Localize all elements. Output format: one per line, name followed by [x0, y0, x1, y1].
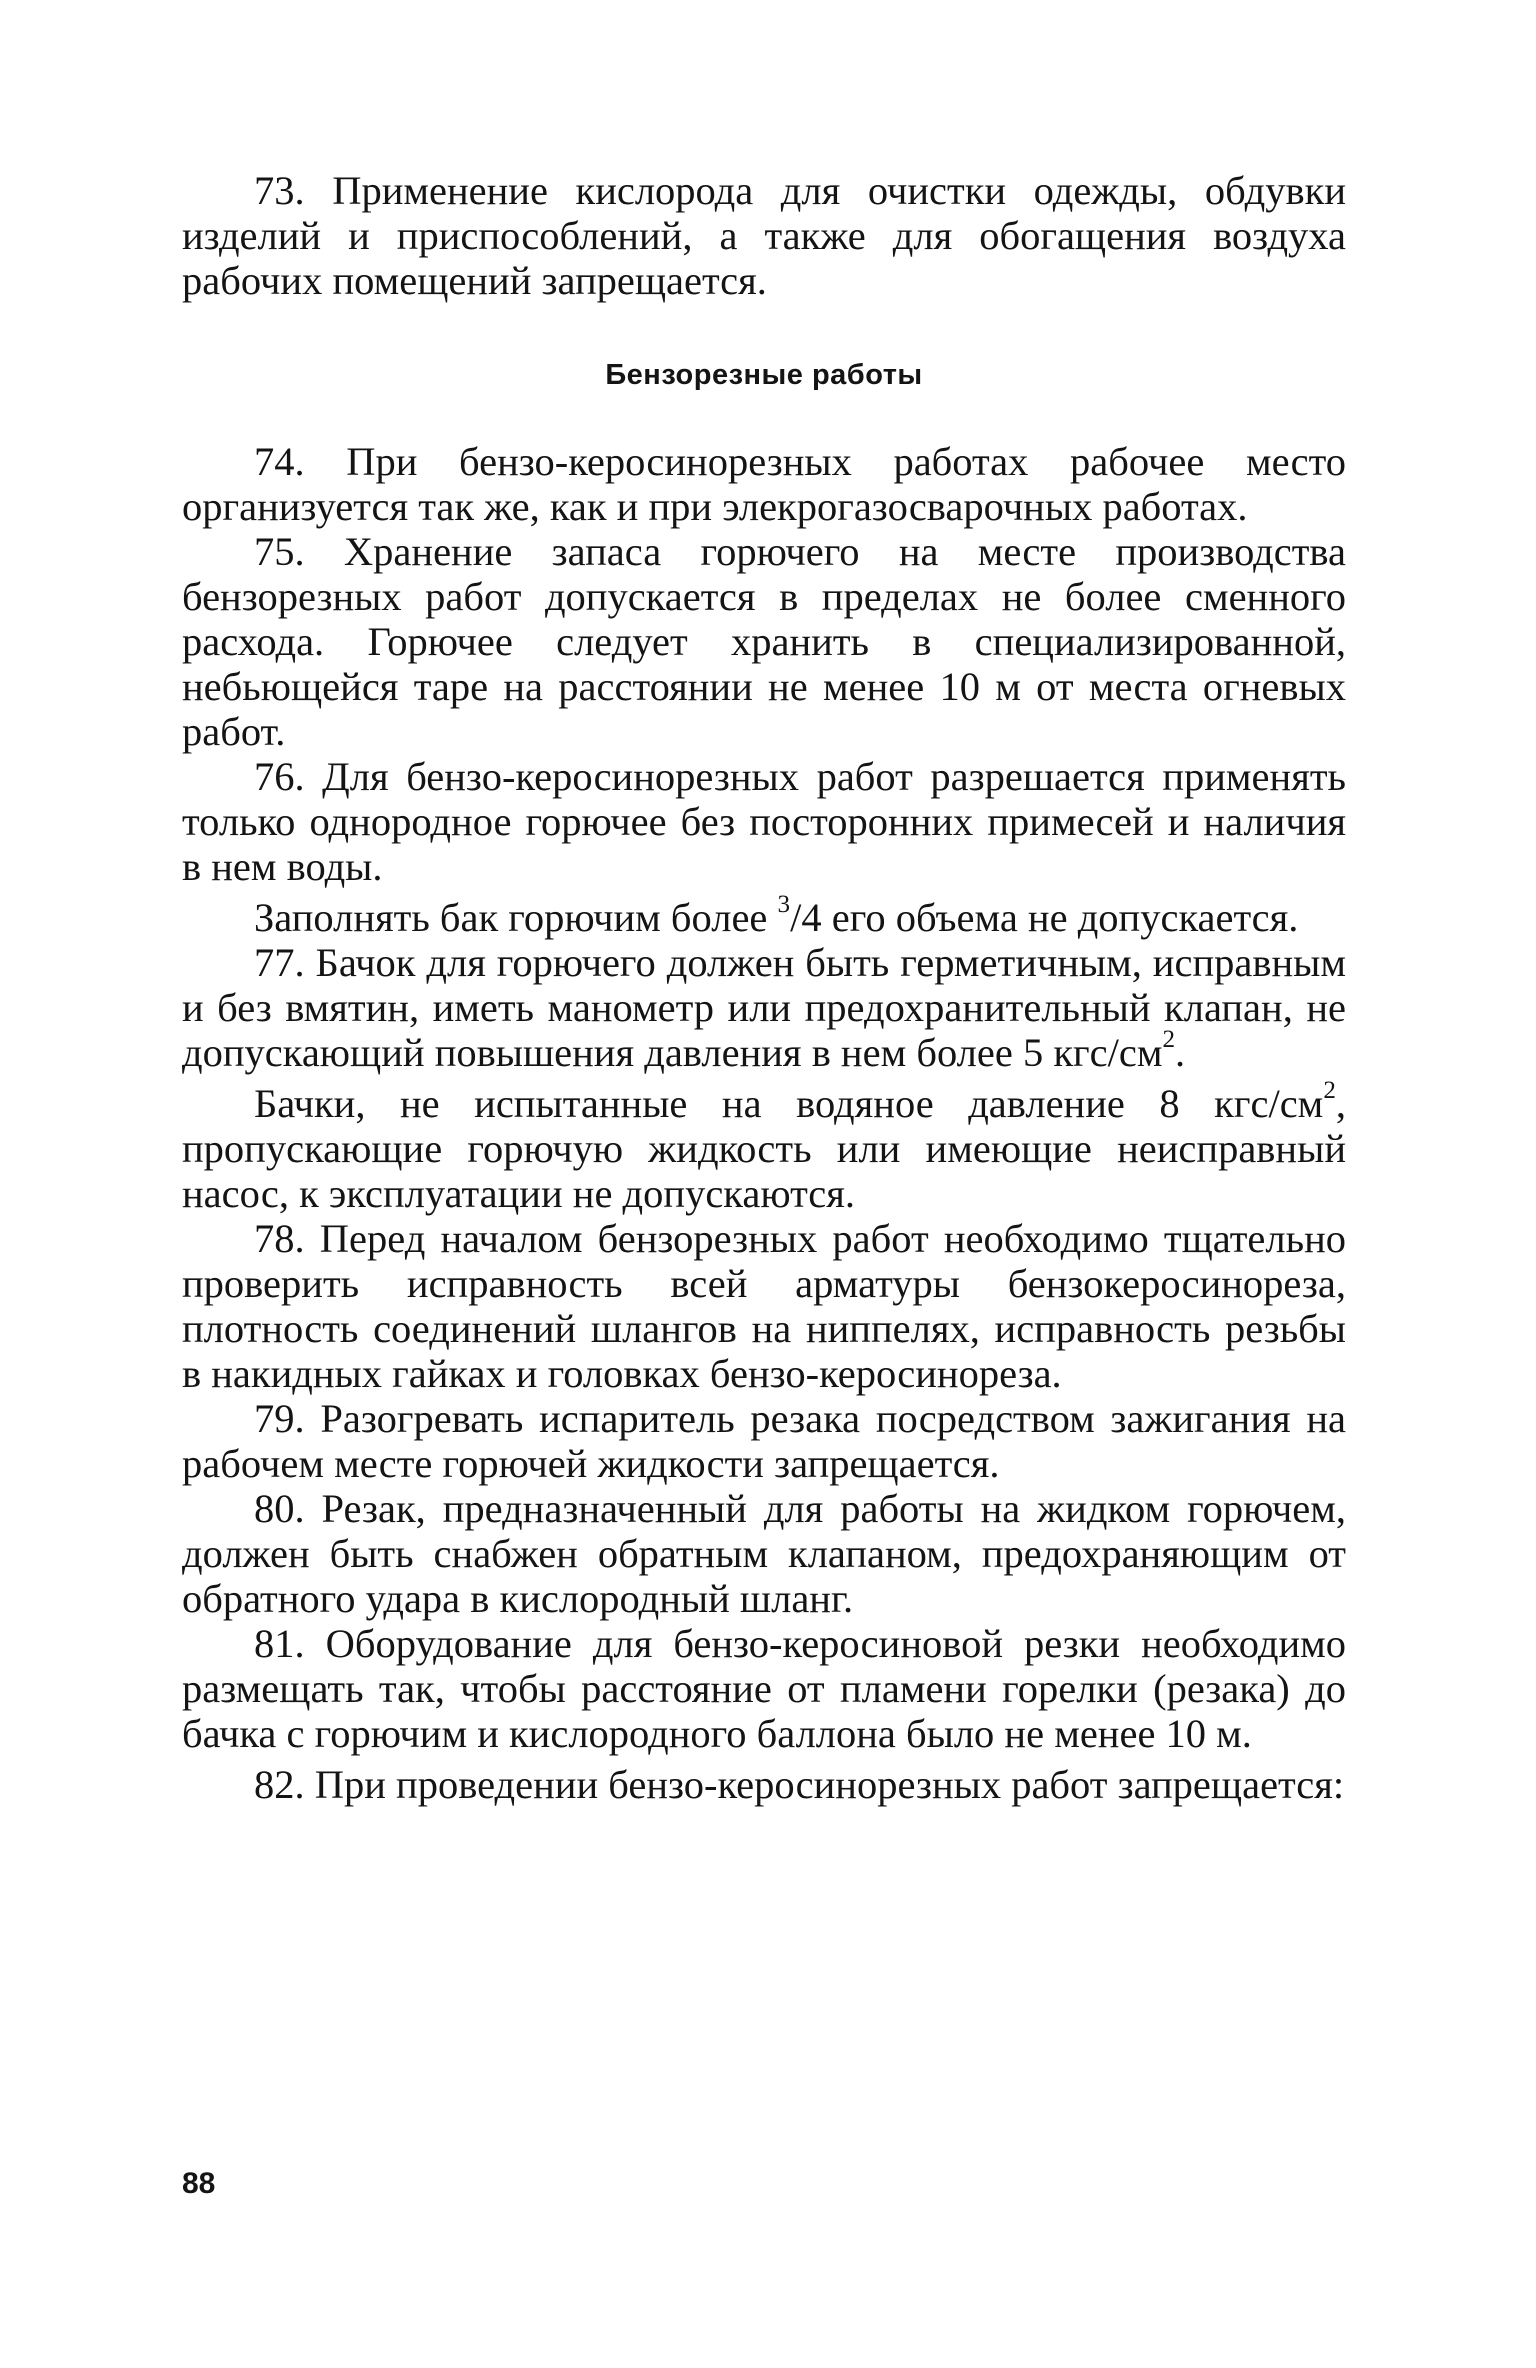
paragraph-81: 81. Оборудование для бензо-керосиновой резки необходимо размещать так, чтобы расстояние от пламени горелки (резака) до бачка с горючим и кислородного баллона было не менее 10 м.	[182, 1621, 1346, 1756]
paragraph-75: 75. Хранение запаса горючего на месте производства бензорезных работ допускается в пределах не более сменного расхода. Горючее следует хранить в специализированной, небьющейся таре на расстоянии не менее 10 м от места огневых работ.	[182, 529, 1346, 754]
paragraph-76-continued-text-a: Заполнять бак горючим более	[254, 895, 778, 940]
paragraph-76: 76. Для бензо-керосинорезных работ разрешается применять только однородное горючее без посторонних примесей и наличия в нем воды.	[182, 754, 1346, 889]
paragraph-73: 73. Применение кислорода для очистки одежды, обдувки изделий и приспособлений, а также для обогащения воздуха рабочих помещений запрещается.	[182, 168, 1346, 303]
paragraph-80: 80. Резак, предназначенный для работы на жидком горючем, должен быть снабжен обратным клапаном, предохраняющим от обратного удара в кислородный шланг.	[182, 1486, 1346, 1621]
paragraph-78: 78. Перед началом бензорезных работ необходимо тщательно проверить исправность всей арматуры бензокеросинореза, плотность соединений шлангов на ниппелях, исправность резьбы в накидных гайках и головках бензо-керосинореза.	[182, 1216, 1346, 1396]
paragraph-77-text-b: .	[1175, 1030, 1186, 1075]
paragraph-77-continued	[182, 1077, 1346, 1216]
page-body	[182, 168, 1346, 1807]
fraction-denominator: /4	[790, 895, 822, 940]
paragraph-77-continued-text-a: Бачки, не испытанные на водяное давление 8 кгс/см	[254, 1081, 1324, 1126]
page-number: 88	[182, 2167, 216, 2200]
superscript: 2	[1162, 1026, 1176, 1054]
paragraph-77-text-a: 77. Бачок для горючего должен быть герметичным, исправным и без вмятин, иметь манометр или предохранительный клапан, не допускающий повышения давления в нем более 5 кгс/см	[182, 940, 1346, 1075]
superscript: 2	[1323, 1077, 1336, 1105]
paragraph-77-continued-text-b: , пропускающие горючую жидкость или имеющие неисправный насос, к эксплуатации не допускаются.	[182, 1081, 1346, 1216]
paragraph-74: 74. При бензо-керосинорезных работах рабочее место организуется так же, как и при элекрогазосварочных работах.	[182, 439, 1346, 529]
paragraph-82: 82. При проведении бензо-керосинорезных работ запрещается:	[254, 1762, 1345, 1807]
fraction-numerator: 3	[777, 891, 791, 919]
paragraph-76-continued	[182, 891, 1346, 940]
paragraph-76-continued-text-b: его объема не допускается.	[821, 895, 1299, 940]
paragraph-77	[182, 940, 1346, 1075]
section-heading: Бензорезные работы	[605, 359, 923, 391]
paragraph-79: 79. Разогревать испаритель резака посредством зажигания на рабочем месте горючей жидкости запрещается.	[182, 1396, 1346, 1486]
